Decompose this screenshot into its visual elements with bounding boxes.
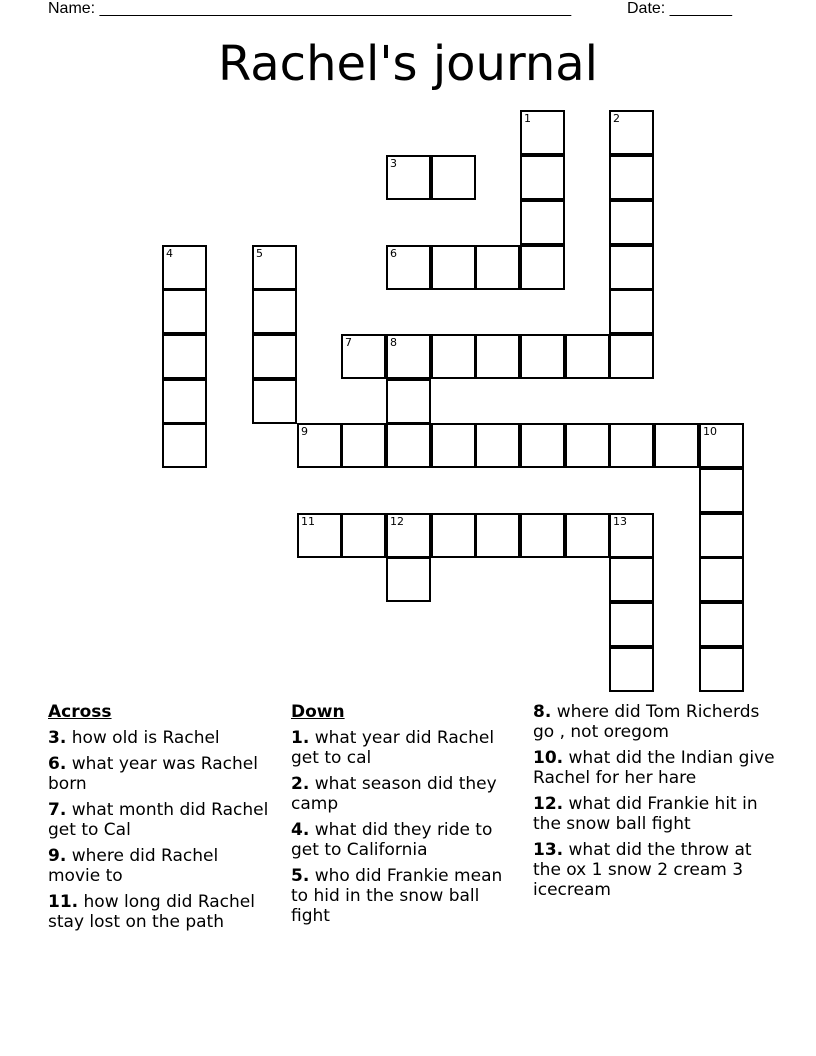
grid-cell[interactable] <box>431 334 476 379</box>
grid-cell[interactable] <box>609 647 654 692</box>
grid-cell[interactable] <box>699 513 744 558</box>
grid-cell[interactable] <box>386 245 431 290</box>
grid-cell[interactable] <box>609 423 654 468</box>
across-heading: Across <box>48 702 112 722</box>
puzzle-title: Rachel's journal <box>217 36 599 92</box>
cell-number: 2 <box>613 112 620 125</box>
clue-text: what year did Rachel get to cal <box>291 728 495 768</box>
grid-cell[interactable] <box>565 334 610 379</box>
clue-text: what month did Rachel get to Cal <box>48 800 269 840</box>
clue-text: how old is Rachel <box>71 728 220 748</box>
grid-cell[interactable] <box>297 423 342 468</box>
grid-cell[interactable] <box>431 423 476 468</box>
grid-cell[interactable] <box>699 423 744 468</box>
cell-number: 11 <box>301 515 315 528</box>
grid-cell[interactable] <box>654 423 699 468</box>
grid-cell[interactable] <box>162 334 207 379</box>
clue-number: 4. <box>291 820 310 840</box>
clue-item <box>291 866 523 926</box>
grid-cell[interactable] <box>520 200 565 245</box>
date-field-label: Date: _______ <box>627 0 732 17</box>
clue-text: what did the Indian give Rachel for her hare <box>533 748 775 788</box>
name-field-label: Name: _____________________________________________________ <box>48 0 572 17</box>
grid-cell[interactable] <box>252 245 297 290</box>
grid-cell[interactable] <box>431 513 476 558</box>
clue-number: 3. <box>48 728 67 748</box>
grid-cell[interactable] <box>162 379 207 424</box>
clue-item <box>533 702 778 742</box>
down-heading: Down <box>291 702 345 722</box>
cell-number: 4 <box>166 247 173 260</box>
grid-cell[interactable] <box>252 289 297 334</box>
grid-cell[interactable] <box>520 155 565 200</box>
down-clue-list <box>291 728 523 926</box>
clue-number: 8. <box>533 702 552 722</box>
grid-cell[interactable] <box>609 155 654 200</box>
cell-number: 9 <box>301 425 308 438</box>
grid-cell[interactable] <box>162 245 207 290</box>
clue-number: 2. <box>291 774 310 794</box>
clue-text: what did the throw at the ox 1 snow 2 cream 3 icecream <box>533 840 752 900</box>
clue-item <box>48 754 273 794</box>
clue-item <box>533 748 778 788</box>
clue-item <box>48 892 273 932</box>
grid-cell[interactable] <box>252 334 297 379</box>
clue-item <box>533 840 778 900</box>
clue-item <box>291 820 523 860</box>
grid-cell[interactable] <box>520 334 565 379</box>
grid-cell[interactable] <box>475 245 520 290</box>
grid-cell[interactable] <box>520 110 565 155</box>
clue-item <box>533 794 778 834</box>
grid-cell[interactable] <box>341 423 386 468</box>
grid-cell[interactable] <box>520 513 565 558</box>
cell-number: 13 <box>613 515 627 528</box>
down-clue-list-continued <box>533 702 778 900</box>
clue-number: 7. <box>48 800 67 820</box>
clue-number: 9. <box>48 846 67 866</box>
grid-cell[interactable] <box>699 468 744 513</box>
clue-item <box>291 728 523 768</box>
grid-cell[interactable] <box>609 557 654 602</box>
across-clues <box>48 702 273 938</box>
clue-item <box>48 800 273 840</box>
clue-number: 10. <box>533 748 564 768</box>
grid-cell[interactable] <box>386 513 431 558</box>
down-clues <box>291 702 523 932</box>
grid-cell[interactable] <box>341 513 386 558</box>
grid-cell[interactable] <box>386 423 431 468</box>
grid-cell[interactable] <box>431 245 476 290</box>
cell-number: 10 <box>703 425 717 438</box>
grid-cell[interactable] <box>699 602 744 647</box>
grid-cell[interactable] <box>297 513 342 558</box>
clue-text: what did they ride to get to California <box>291 820 493 860</box>
across-clue-list <box>48 728 273 932</box>
grid-cell[interactable] <box>252 379 297 424</box>
grid-cell[interactable] <box>386 334 431 379</box>
grid-cell[interactable] <box>386 379 431 424</box>
grid-cell[interactable] <box>475 423 520 468</box>
clue-text: what did Frankie hit in the snow ball fight <box>533 794 758 834</box>
cell-number: 7 <box>345 336 352 349</box>
clue-text: what year was Rachel born <box>48 754 258 794</box>
grid-cell[interactable] <box>431 155 476 200</box>
grid-cell[interactable] <box>162 289 207 334</box>
clue-number: 12. <box>533 794 564 814</box>
grid-cell[interactable] <box>475 513 520 558</box>
grid-cell[interactable] <box>475 334 520 379</box>
down-clues-continued <box>533 702 778 906</box>
grid-cell[interactable] <box>520 245 565 290</box>
grid-cell[interactable] <box>341 334 386 379</box>
grid-cell[interactable] <box>565 513 610 558</box>
grid-cell[interactable] <box>699 557 744 602</box>
cell-number: 5 <box>256 247 263 260</box>
cell-number: 3 <box>390 157 397 170</box>
clue-text: where did Tom Richerds go , not oregom <box>533 702 760 742</box>
grid-cell[interactable] <box>609 334 654 379</box>
clue-number: 11. <box>48 892 79 912</box>
clue-number: 13. <box>533 840 564 860</box>
cell-number: 6 <box>390 247 397 260</box>
grid-cell[interactable] <box>520 423 565 468</box>
grid-cell[interactable] <box>162 423 207 468</box>
grid-cell[interactable] <box>386 557 431 602</box>
grid-cell[interactable] <box>609 245 654 290</box>
clue-item <box>48 728 273 748</box>
grid-cell[interactable] <box>386 155 431 200</box>
clue-text: where did Rachel movie to <box>48 846 219 886</box>
clue-number: 5. <box>291 866 310 886</box>
cell-number: 8 <box>390 336 397 349</box>
grid-cell[interactable] <box>565 423 610 468</box>
clue-text: who did Frankie mean to hid in the snow ball fight <box>291 866 503 926</box>
clue-item <box>48 846 273 886</box>
grid-cell[interactable] <box>699 647 744 692</box>
clue-text: what season did they camp <box>291 774 497 814</box>
grid-cell[interactable] <box>609 110 654 155</box>
cell-number: 1 <box>524 112 531 125</box>
grid-cell[interactable] <box>609 513 654 558</box>
clue-number: 6. <box>48 754 67 774</box>
grid-cell[interactable] <box>609 602 654 647</box>
grid-cell[interactable] <box>609 289 654 334</box>
clue-item <box>291 774 523 814</box>
clue-text: how long did Rachel stay lost on the path <box>48 892 255 932</box>
cell-number: 12 <box>390 515 404 528</box>
grid-cell[interactable] <box>609 200 654 245</box>
clue-number: 1. <box>291 728 310 748</box>
